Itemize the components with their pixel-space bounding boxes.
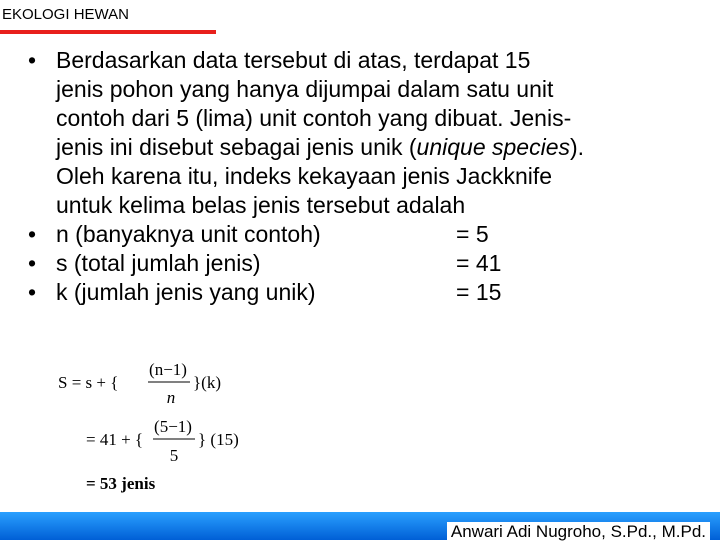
bullet-dot: • — [28, 279, 37, 305]
k-label: k (jumlah jenis yang unik) — [56, 279, 316, 305]
bullet-k — [28, 278, 708, 307]
formula-line2-left: = 41 + { — [86, 430, 144, 449]
s-label: s (total jumlah jenis) — [56, 250, 261, 276]
formula-line1-numerator: (n−1) — [149, 360, 187, 379]
paragraph-line-4-text: jenis ini disebut sebagai jenis unik ( — [56, 134, 417, 160]
formula-line2-denominator: 5 — [169, 446, 179, 465]
formula-line2-numerator: (5−1) — [154, 417, 192, 436]
s-value: = 41 — [456, 250, 502, 276]
bullet-dot: • — [28, 250, 37, 276]
bullet-dot: • — [28, 221, 37, 247]
paragraph-line-6: untuk kelima belas jenis tersebut adalah — [56, 192, 466, 218]
formula-line1-left: S = s + { — [58, 373, 119, 392]
formula-line3-result: = 53 jenis — [86, 474, 156, 493]
paragraph-line-4 — [56, 133, 708, 162]
bullet-list — [28, 46, 708, 307]
formula-svg — [58, 355, 288, 505]
paragraph-line-2: jenis pohon yang hanya dijumpai dalam satu unit — [56, 76, 554, 102]
formula-line1-denominator: n — [166, 388, 176, 407]
header-underline — [0, 30, 216, 34]
formula-line1-right: }(k) — [193, 373, 221, 392]
footer-author: Anwari Adi Nugroho, S.Pd., M.Pd. — [447, 522, 710, 542]
paragraph-line-1: Berdasarkan data tersebut di atas, terdapat 15 — [56, 47, 531, 73]
n-label: n (banyaknya unit contoh) — [56, 221, 321, 247]
jackknife-formula — [58, 355, 288, 505]
unique-species-term: unique species — [416, 134, 570, 160]
k-value: = 15 — [456, 279, 502, 305]
paragraph-line-5: Oleh karena itu, indeks kekayaan jenis Jackknife — [56, 163, 553, 189]
n-value: = 5 — [456, 221, 489, 247]
bullet-paragraph — [28, 46, 708, 220]
formula-line2-right: } (15) — [198, 430, 239, 449]
bullet-s — [28, 249, 708, 278]
bullet-n — [28, 220, 708, 249]
paragraph-line-3: contoh dari 5 (lima) unit contoh yang dibuat. Jenis- — [56, 105, 572, 131]
paragraph-line-4-end: ). — [570, 134, 585, 160]
header-title: EKOLOGI HEWAN — [2, 6, 129, 23]
bullet-dot: • — [28, 47, 37, 73]
